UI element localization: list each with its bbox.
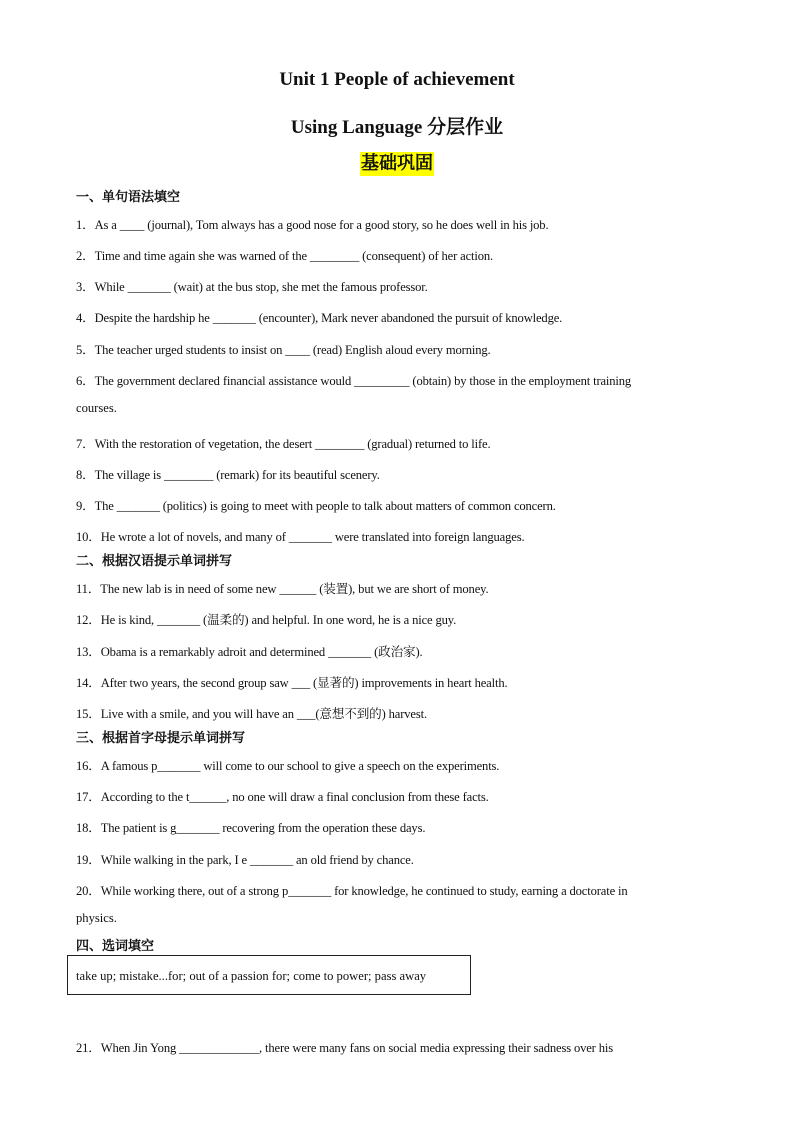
question-14: 14．After two years, the second group saw ___ (显著的) improvements in heart health. (76, 676, 508, 690)
section-heading: 三、根据首字母提示单词拼写 (76, 731, 246, 746)
level-tag: 基础巩固 (361, 153, 433, 174)
question-21: 21．When Jin Yong _____________, there were many fans on social media expressing their sadness over his (76, 1041, 613, 1055)
section-heading: 一、单句语法填空 (76, 190, 181, 205)
word-bank-text: take up; mistake...for; out of a passion for; come to power; pass away (76, 969, 427, 983)
question-6-continued: courses. (76, 401, 117, 415)
question-17: 17．According to the t______, no one will draw a final conclusion from these facts. (76, 790, 489, 804)
question-9: 9．The _______ (politics) is going to meet with people to talk about matters of common concern. (76, 499, 556, 513)
level-tag-wrap (0, 152, 794, 176)
worksheet-title: Unit 1 People of achievement (279, 69, 515, 90)
question-2: 2．Time and time again she was warned of the ________ (consequent) of her action. (76, 249, 494, 263)
question-10: 10．He wrote a lot of novels, and many of _______ were translated into foreign languages. (76, 530, 525, 544)
section-heading: 二、根据汉语提示单词拼写 (76, 554, 233, 569)
question-15: 15．Live with a smile, and you will have an ___(意想不到的) harvest. (76, 707, 427, 721)
question-20: 20．While working there, out of a strong p_______ for knowledge, he continued to study, earning a doctorate in (76, 884, 628, 898)
question-3: 3．While _______ (wait) at the bus stop, she met the famous professor. (76, 280, 428, 294)
section-heading: 四、选词填空 (76, 939, 155, 954)
question-19: 19．While walking in the park, I e _______ an old friend by chance. (76, 853, 414, 867)
question-20-continued: physics. (76, 911, 117, 925)
worksheet-subtitle: Using Language 分层作业 (290, 117, 504, 138)
word-bank-box (67, 955, 471, 995)
question-4: 4．Despite the hardship he _______ (encounter), Mark never abandoned the pursuit of knowledge. (76, 311, 563, 325)
question-7: 7．With the restoration of vegetation, the desert ________ (gradual) returned to life. (76, 437, 491, 451)
question-6: 6．The government declared financial assistance would _________ (obtain) by those in the employment training (76, 374, 632, 388)
question-1: 1．As a ____ (journal), Tom always has a good nose for a good story, so he does well in his job. (76, 218, 549, 232)
question-12: 12．He is kind, _______ (温柔的) and helpful. In one word, he is a nice guy. (76, 613, 457, 627)
question-13: 13．Obama is a remarkably adroit and determined _______ (政治家). (76, 645, 423, 659)
question-8: 8．The village is ________ (remark) for its beautiful scenery. (76, 468, 380, 482)
question-5: 5．The teacher urged students to insist on ____ (read) English aloud every morning. (76, 343, 491, 357)
question-11: 11．The new lab is in need of some new ______ (装置), but we are short of money. (76, 582, 489, 596)
question-18: 18．The patient is g_______ recovering from the operation these days. (76, 821, 426, 835)
question-16: 16．A famous p_______ will come to our school to give a speech on the experiments. (76, 759, 500, 773)
